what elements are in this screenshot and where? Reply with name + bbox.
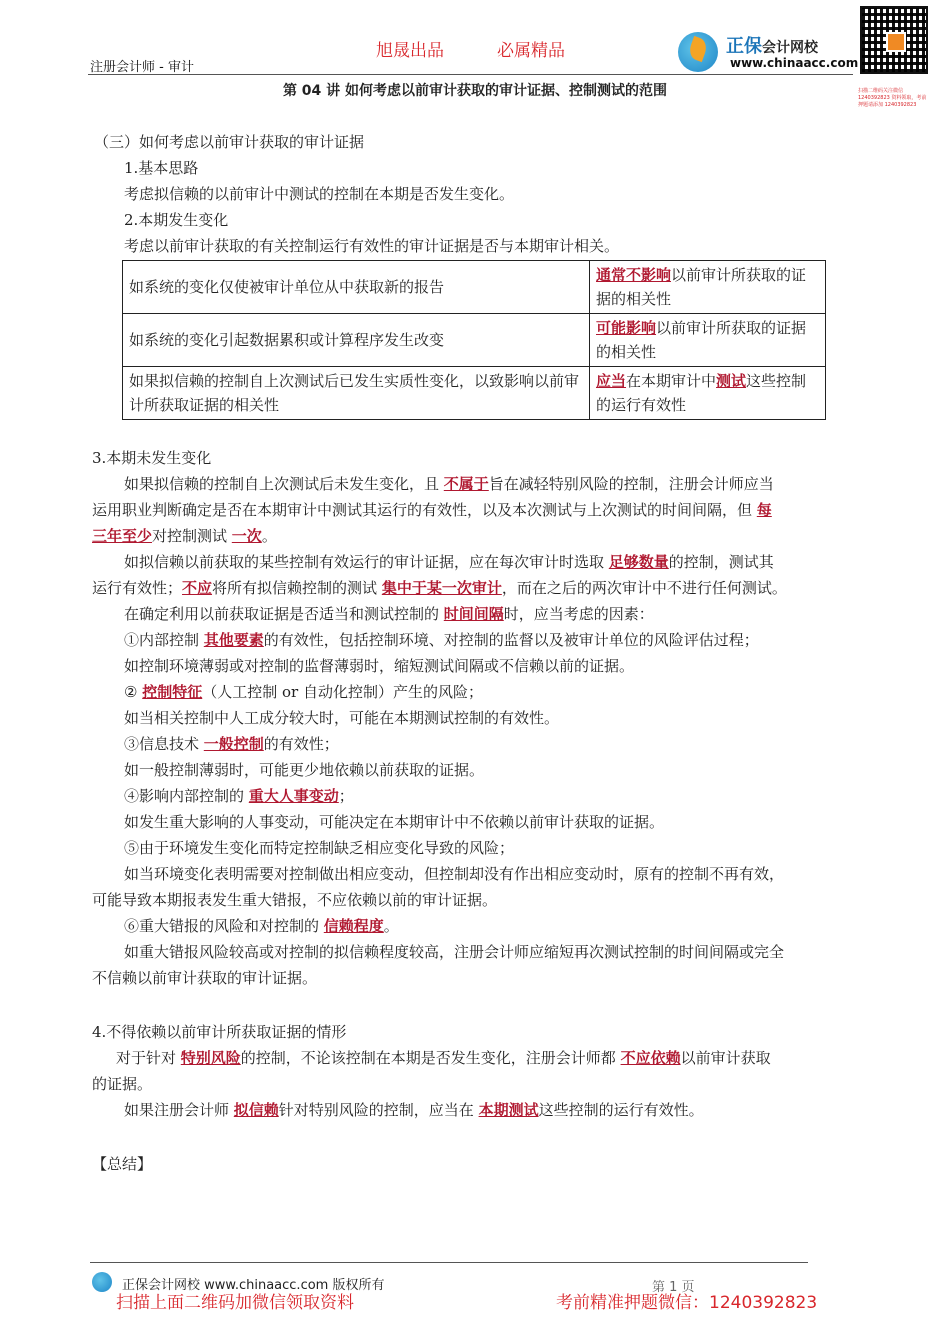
- table-cell: [590, 261, 826, 314]
- highlight: 重大人事变动: [248, 787, 339, 805]
- p4-line: 的证据。: [92, 1075, 153, 1093]
- page-number: 第 1 页: [652, 1280, 695, 1295]
- highlight: 控制特征: [142, 683, 203, 701]
- logo-url: www.chinaacc.com: [730, 56, 859, 70]
- logo-name-suffix: 会计网校: [762, 40, 818, 56]
- p1-title: 1.基本思路: [124, 159, 199, 177]
- highlight: 不属于: [443, 475, 489, 493]
- footer-promo-left: 扫描上面二维码加微信领取资料: [116, 1293, 354, 1313]
- highlight: 测试: [716, 372, 747, 390]
- p3-line: 如拟信赖以前获取的某些控制有效运行的审计证据，应在每次审计时选取 足够数量的控制，测试其: [124, 553, 774, 571]
- cell-text: 这些控制的运行有效性: [596, 372, 807, 414]
- p3-line: 三年至少对控制测试 一次。: [92, 527, 277, 545]
- qr-code-icon: [860, 6, 928, 74]
- highlight: 每: [756, 501, 772, 519]
- factor-4: ④影响内部控制的 重大人事变动；: [124, 787, 354, 805]
- factor-5-note-cont: 可能导致本期报表发生重大错报，不应依赖以前的审计证据。: [92, 891, 498, 909]
- factor-5-note: 如当环境变化表明需要对控制做出相应变动，但控制却没有作出相应变动时，原有的控制不再有效，: [124, 865, 785, 883]
- summary-heading: 【总结】: [92, 1155, 153, 1173]
- p3-title: 3.本期未发生变化: [92, 449, 212, 467]
- table-cell: 如果拟信赖的控制自上次测试后已发生实质性变化，以致影响以前审计所获取证据的相关性: [123, 367, 590, 420]
- lecture-title: 第 04 讲 如何考虑以前审计获取的审计证据、控制测试的范围: [282, 83, 668, 99]
- p4-title: 4.不得依赖以前审计所获取证据的情形: [92, 1023, 347, 1041]
- factor-3: ③信息技术 一般控制的有效性；: [124, 735, 339, 753]
- school-logo[interactable]: [678, 30, 858, 74]
- cell-text: 以前审计所获取的证据的相关性: [596, 319, 807, 361]
- factor-5: ⑤由于环境发生变化而特定控制缺乏相应变化导致的风险；: [124, 839, 515, 857]
- logo-name: 正保: [726, 36, 762, 57]
- factor-1: ①内部控制 其他要素的有效性，包括控制环境、对控制的监督以及被审计单位的风险评估过程；: [124, 631, 759, 649]
- course-name: 注册会计师 - 审计: [90, 60, 194, 75]
- table-cell: [590, 367, 826, 420]
- change-impact-table: [122, 260, 826, 420]
- factor-6-note: 如重大错报风险较高或对控制的拟信赖程度较高，注册会计师应缩短再次测试控制的时间间隔或完全: [124, 943, 785, 961]
- p2-text: 考虑以前审计获取的有关控制运行有效性的审计证据是否与本期审计相关。: [124, 237, 620, 255]
- factor-2-note: 如当相关控制中人工成分较大时，可能在本期测试控制的有效性。: [124, 709, 560, 727]
- factor-6-note-cont: 不信赖以前审计获取的审计证据。: [92, 969, 318, 987]
- footer-copyright: 正保会计网校 www.chinaacc.com 版权所有: [122, 1278, 385, 1293]
- table-row: [123, 261, 826, 314]
- section-heading: （三）如何考虑以前审计获取的审计证据: [94, 133, 365, 151]
- highlight: 特别风险: [180, 1049, 241, 1067]
- highlight: 可能影响: [596, 319, 657, 337]
- highlight: 集中于某一次审计: [381, 579, 502, 597]
- qr-note: 扫描二维码关注微信 1240392823 资料领取，考前押题请添加 1240392823: [858, 88, 927, 108]
- promo-left: 旭晟出品: [376, 41, 444, 61]
- highlight: 信赖程度: [323, 917, 384, 935]
- table-row: [123, 367, 826, 420]
- p2-title: 2.本期发生变化: [124, 211, 229, 229]
- footer-divider: [90, 1262, 808, 1263]
- highlight: 不应依赖: [620, 1049, 681, 1067]
- highlight: 本期测试: [478, 1101, 539, 1119]
- factor-4-note: 如发生重大影响的人事变动，可能决定在本期审计中不依赖以前审计获取的证据。: [124, 813, 665, 831]
- table-row: [123, 314, 826, 367]
- highlight: 不应: [182, 579, 213, 597]
- highlight: 一般控制: [203, 735, 264, 753]
- cell-text: 在本期审计中: [626, 372, 717, 390]
- table-cell: 如系统的变化引起数据累积或计算程序发生改变: [123, 314, 590, 367]
- p4-line: 对于针对 特别风险的控制，不论该控制在本期是否发生变化，注册会计师都 不应依赖以前审计获取: [116, 1049, 771, 1067]
- highlight: 通常不影响: [596, 266, 672, 284]
- highlight: 一次: [231, 527, 262, 545]
- p3-line: 如果拟信赖的控制自上次测试后未发生变化，且 不属于旨在减轻特别风险的控制，注册会计师应当: [124, 475, 774, 493]
- table-cell: 如系统的变化仅使被审计单位从中获取新的报告: [123, 261, 590, 314]
- factor-3-note: 如一般控制薄弱时，可能更少地依赖以前获取的证据。: [124, 761, 485, 779]
- factor-6: ⑥重大错报的风险和对控制的 信赖程度。: [124, 917, 399, 935]
- factor-2: ② 控制特征（人工控制 or 自动化控制）产生的风险；: [124, 683, 483, 701]
- p4-line: 如果注册会计师 拟信赖针对特别风险的控制，应当在 本期测试这些控制的运行有效性。: [124, 1101, 704, 1119]
- header-divider: [88, 74, 853, 75]
- highlight: 三年至少: [92, 527, 153, 545]
- footer-promo-right: 考前精准押题微信：1240392823: [556, 1293, 818, 1313]
- highlight: 拟信赖: [233, 1101, 279, 1119]
- highlight: 时间间隔: [443, 605, 504, 623]
- promo-right: 必属精品: [497, 41, 565, 61]
- highlight: 其他要素: [203, 631, 264, 649]
- p1-text: 考虑拟信赖的以前审计中测试的控制在本期是否发生变化。: [124, 185, 515, 203]
- cell-text: 以前审计所获取的证据的相关性: [596, 266, 807, 308]
- qr-center-icon: [886, 32, 906, 52]
- p3-line: 运用职业判断确定是否在本期审计中测试其运行的有效性，以及本次测试与上次测试的时间间隔，但 每: [92, 501, 772, 519]
- footer-logo-icon: [92, 1272, 112, 1292]
- highlight: 足够数量: [608, 553, 669, 571]
- factor-1-note: 如控制环境薄弱或对控制的监督薄弱时，缩短测试间隔或不信赖以前的证据。: [124, 657, 635, 675]
- p3-line: 在确定利用以前获取证据是否适当和测试控制的 时间间隔时，应当考虑的因素：: [124, 605, 654, 623]
- highlight: 应当: [596, 372, 627, 390]
- p3-line: 运行有效性；不应将所有拟信赖控制的测试 集中于某一次审计，而在之后的两次审计中不进行任何测试。: [92, 579, 787, 597]
- table-cell: [590, 314, 826, 367]
